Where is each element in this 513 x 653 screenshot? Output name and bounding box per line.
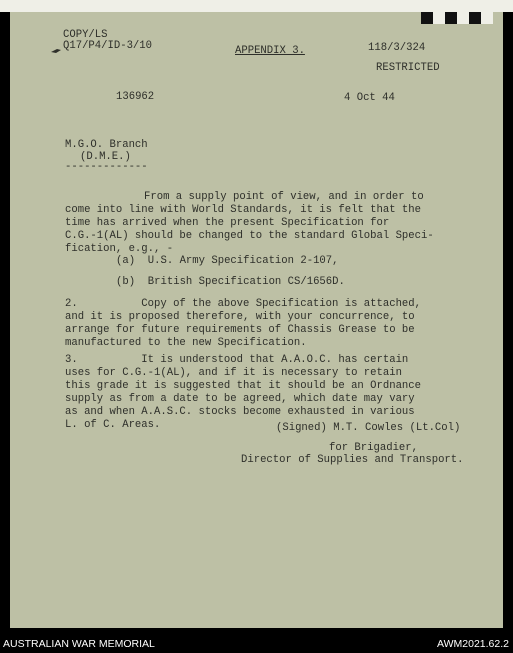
paragraph-2-line: manufactured to the new Specification.: [65, 337, 307, 349]
document-page: [10, 12, 503, 628]
paragraph-3-line: 3. It is understood that A.A.O.C. has certain: [65, 354, 409, 366]
paragraph-1-line: come into line with World Standards, it is felt that the: [65, 204, 422, 216]
paragraph-3-line: L. of C. Areas.: [65, 419, 161, 431]
archive-footer: [0, 636, 513, 653]
paragraph-1-line: From a supply point of view, and in order to: [144, 191, 424, 203]
pen-mark-icon: [51, 48, 61, 54]
paragraph-3-line: this grade it is suggested that it should be an Ordnance: [65, 380, 422, 392]
top-frame: [0, 0, 513, 12]
accession-number: AWM2021.62.2: [437, 638, 509, 650]
paragraph-1-line: fication, e.g., -: [65, 243, 174, 255]
file-reference: Q17/P4/ID-3/10: [63, 40, 153, 52]
paragraph-3-line: uses for C.G.-1(AL), and if it is necessary to retain: [65, 367, 402, 379]
document-number: 118/3/324: [368, 42, 426, 54]
signatory-title: Director of Supplies and Transport.: [241, 454, 464, 466]
paragraph-2-line: arrange for future requirements of Chassis Grease to be: [65, 324, 415, 336]
scale-ruler: [421, 12, 493, 24]
classification-label: RESTRICTED: [376, 62, 440, 74]
addressee-rule: -------------: [65, 161, 148, 173]
appendix-title: APPENDIX 3.: [235, 45, 305, 57]
document-date: 4 Oct 44: [344, 92, 395, 104]
paragraph-2: [65, 298, 421, 350]
serial-number: 136962: [116, 91, 155, 103]
paragraph-3-line: supply as from a date to be agreed, which date may vary: [65, 393, 415, 405]
signature-for: for Brigadier,: [329, 442, 419, 454]
copy-label: COPY/LS: [63, 29, 108, 41]
addressee-branch: M.G.O. Branch: [65, 139, 148, 151]
paragraph-1-line: time has arrived when the present Specification for: [65, 217, 390, 229]
addressee-directorate: (D.M.E.): [80, 151, 131, 163]
paragraph-2-line: and it is proposed therefore, with your concurrence, to: [65, 311, 415, 323]
specification-a: (a) U.S. Army Specification 2-107,: [116, 255, 339, 267]
paragraph-1: [65, 191, 434, 256]
paragraph-3: [65, 354, 421, 432]
paragraph-3-line: as and when A.A.S.C. stocks become exhausted in various: [65, 406, 415, 418]
paragraph-1-line: C.G.-1(AL) should be changed to the standard Global Speci-: [65, 230, 434, 242]
institution-name: AUSTRALIAN WAR MEMORIAL: [3, 638, 155, 650]
signature-line: (Signed) M.T. Cowles (Lt.Col): [276, 422, 461, 434]
specification-b: (b) British Specification CS/1656D.: [116, 276, 345, 288]
paragraph-2-line: 2. Copy of the above Specification is attached,: [65, 298, 422, 310]
